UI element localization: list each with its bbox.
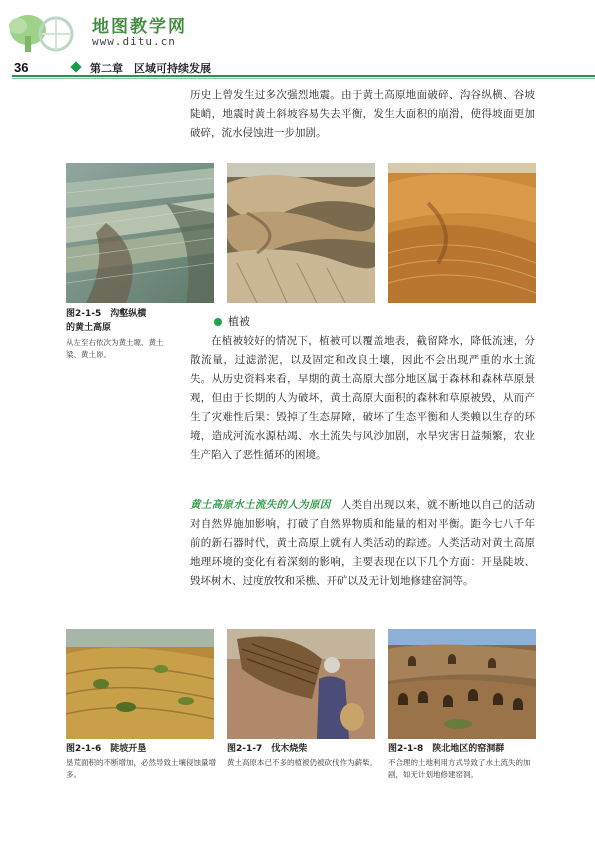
fig-2-1-6-description: 垦荒面积的不断增加，必然导致土壤侵蚀量增多。 bbox=[66, 758, 216, 779]
chapter-diamond-icon bbox=[70, 61, 81, 72]
fig-2-1-8-title: 图2-1-8 陕北地区的窑洞群 bbox=[388, 744, 505, 754]
vegetation-paragraph: 在植被较好的情况下，植被可以覆盖地表，截留降水，降低流速，分散流量，过滤淤泥，以及固定和改良土壤，因此不会出现严重的水土流失。从历史资料来看，早期的黄土高原大部分地区属于森林和森林草原景观，但由于长期的人为破坏，黄土高原大面积的森林和草原被毁，从而产生了灾难性后果：毁掉了生态屏障，破坏了生态平衡和人类赖以生存的环境，造成河流水源枯竭、水土流失与风沙加剧，水旱灾害日益频繁，农业生产陷入了恶性循环的困境。 bbox=[190, 335, 535, 461]
vegetation-heading: 植被 bbox=[228, 315, 250, 328]
steep-slope-farming-image bbox=[66, 629, 214, 739]
fig-2-1-5-title-line1: 图2-1-5 沟壑纵横 bbox=[66, 309, 147, 319]
header-rule-thin bbox=[12, 78, 595, 79]
photo-loess-hill bbox=[388, 163, 536, 303]
loess-hill-image bbox=[388, 163, 536, 303]
section-bullet-icon bbox=[214, 318, 222, 326]
fig-2-1-6-title: 图2-1-6 陡坡开垦 bbox=[66, 744, 147, 754]
loess-ridge-image bbox=[227, 163, 375, 303]
fig-2-1-5-description: 从左至右依次为黄土塬、黄土梁、黄土峁。 bbox=[66, 338, 164, 359]
tree-trunk bbox=[25, 36, 31, 52]
watermark-site-name: 地图教学网 bbox=[92, 17, 187, 37]
fig-2-1-7-description: 黄土高原本已不多的植被仍被砍伐作为薪柴。 bbox=[227, 758, 377, 767]
fig-2-1-5-title-line2: 的黄土高原 bbox=[66, 323, 112, 333]
top-paragraph: 历史上曾发生过多次强烈地震。由于黄土高原地面破碎、沟谷纵横、谷坡陡峭，地震时黄土斜坡容易失去平衡，发生大面积的崩滑，使得坡面更加破碎，流水侵蚀进一步加剧。 bbox=[190, 89, 535, 139]
watermark-url: www.ditu.cn bbox=[92, 35, 176, 48]
photo-cave-dwellings bbox=[388, 629, 536, 739]
photo-loess-ridge bbox=[227, 163, 375, 303]
cave-dwellings-image bbox=[388, 629, 536, 739]
chapter-title: 第二章 区域可持续发展 bbox=[90, 62, 211, 75]
firewood-cutting-image bbox=[227, 629, 375, 739]
human-causes-section bbox=[190, 496, 535, 591]
fig-2-1-8-description: 不合理的土地利用方式导致了水土流失的加剧，如无计划地修建窑洞。 bbox=[388, 758, 531, 779]
tree-canopy-left bbox=[9, 18, 27, 34]
page-number: 36 bbox=[14, 60, 29, 75]
fig-2-1-7-title: 图2-1-7 伐木烧柴 bbox=[227, 744, 308, 754]
loess-tableland-image bbox=[66, 163, 214, 303]
photo-loess-tableland bbox=[66, 163, 214, 303]
header-rule bbox=[12, 75, 595, 77]
photo-steep-slope-farming bbox=[66, 629, 214, 739]
human-causes-heading: 黄土高原水土流失的人为原因 bbox=[190, 499, 331, 511]
photo-firewood-cutting bbox=[227, 629, 375, 739]
human-causes-paragraph: 人类自出现以来，就不断地以自己的活动对自然界施加影响，打破了自然界物质和能量的相对平衡。距今七八千年前的新石器时代，黄土高原上就有人类活动的踪迹。人类活动对黄土高原地理环境的变化有着深刻的影响，主要表现在以下几个方面：开垦陡坡、毁坏树木、过度放牧和采樵、开矿以及无计划地修建窑洞等。 bbox=[190, 499, 536, 587]
watermark-logo bbox=[6, 8, 86, 56]
